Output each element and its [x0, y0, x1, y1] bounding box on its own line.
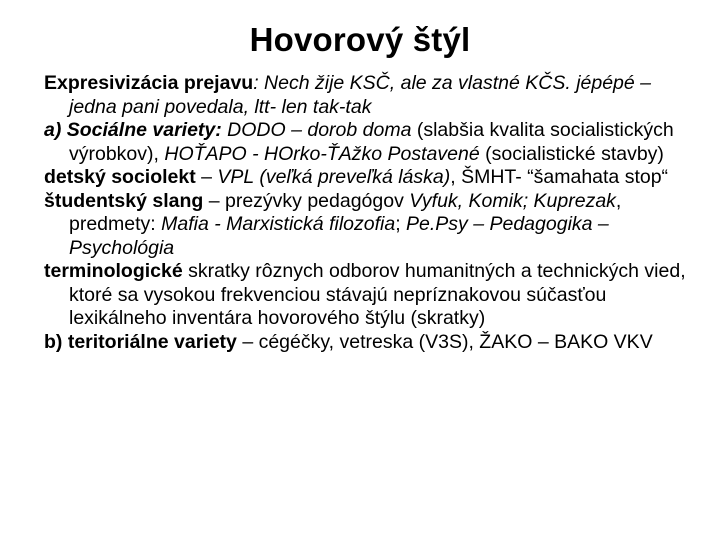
example-text: : Nech žije KSČ, ale za vlastné KČS. jépépé – jedna pani povedala, ltt- len tak-tak [69, 72, 652, 118]
paragraph-socialne-variety [44, 119, 694, 166]
example-pepsy: Pe.Psy – Pedagogika – Psychológia [69, 213, 609, 259]
term-expresivizacia: Expresivizácia prejavu [44, 72, 254, 94]
explanation-text: – cégéčky, vetreska (V3S), ŽAKO – BAKO VKV [236, 330, 653, 353]
paragraph-expresivizacia [44, 72, 694, 119]
separator-text: – [195, 166, 218, 188]
paragraph-teritorialne-variety [44, 331, 694, 355]
example-hotapo: HOŤAPO - HOrko-ŤAžko Postavené [164, 142, 480, 165]
explanation-text: skratky rôznych odborov humanitných a technických vied, ktoré sa vysokou frekvenciou stávajú nepríznakovou súčasťou lexikálneho inventára hovorového štýlu (skratky) [69, 260, 686, 329]
example-prezyvky: Vyfuk, Komik; Kuprezak [409, 189, 616, 212]
example-dodo: DODO – dorob doma [221, 119, 412, 141]
explanation-text: , predmety: [69, 189, 622, 235]
term-detsky-sociolekt: detský sociolekt [44, 166, 196, 188]
term-socialne-variety: a) Sociálne variety: [44, 119, 222, 141]
slide-title: Hovorový štýl [249, 21, 471, 58]
term-studentsky-slang: študentský slang [44, 189, 204, 212]
term-terminologicke: terminologické [44, 260, 183, 282]
slide-content [44, 72, 694, 354]
term-teritorialne-variety: b) teritoriálne variety [44, 330, 237, 353]
explanation-text: – prezývky pedagógov [203, 189, 410, 212]
paragraph-detsky-sociolekt [44, 166, 694, 190]
example-mafia: Mafia - Marxistická filozofia [161, 213, 396, 235]
explanation-text: , ŠMHT- “šamahata stop“ [450, 166, 669, 188]
explanation-text: (slabšia kvalita socialistických výrobkov), [69, 119, 674, 165]
example-vpl: VPL (veľká preveľká láska) [217, 166, 451, 188]
paragraph-studentsky-slang [44, 190, 694, 261]
separator-text: ; [395, 213, 407, 235]
paragraph-terminologicke [44, 260, 694, 331]
explanation-text: (socialistické stavby) [479, 142, 664, 165]
